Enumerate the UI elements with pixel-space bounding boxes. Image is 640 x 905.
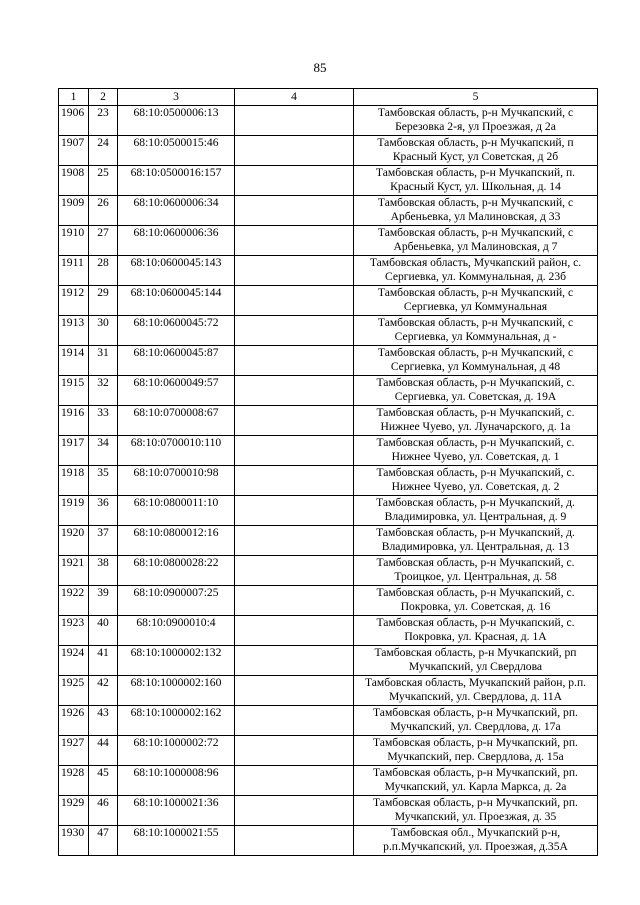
row-number-cell: 1921 bbox=[59, 556, 89, 586]
address-cell: Тамбовская область, р-н Мучкапский, рп. Мучкапский, ул. Свердлова, д. 17а bbox=[354, 706, 598, 736]
table-row bbox=[59, 406, 598, 436]
address-cell: Тамбовская область, р-н Мучкапский, с Березовка 2-я, ул Проезжая, д 2а bbox=[354, 106, 598, 136]
row-number-cell: 1926 bbox=[59, 706, 89, 736]
cadastral-number-cell: 68:10:0500006:13 bbox=[118, 106, 235, 136]
local-number-cell: 24 bbox=[89, 136, 118, 166]
local-number-cell: 46 bbox=[89, 796, 118, 826]
empty-cell bbox=[235, 196, 354, 226]
table-row bbox=[59, 766, 598, 796]
row-number-cell: 1918 bbox=[59, 466, 89, 496]
row-number-cell: 1907 bbox=[59, 136, 89, 166]
address-cell: Тамбовская область, р-н Мучкапский, с. Троицкое, ул. Центральная, д. 58 bbox=[354, 556, 598, 586]
local-number-cell: 40 bbox=[89, 616, 118, 646]
local-number-cell: 37 bbox=[89, 526, 118, 556]
cadastral-number-cell: 68:10:0600006:34 bbox=[118, 196, 235, 226]
empty-cell bbox=[235, 796, 354, 826]
column-header-5: 5 bbox=[354, 89, 598, 106]
table-row bbox=[59, 796, 598, 826]
cadastral-number-cell: 68:10:0600045:72 bbox=[118, 316, 235, 346]
cadastral-number-cell: 68:10:0600045:87 bbox=[118, 346, 235, 376]
local-number-cell: 34 bbox=[89, 436, 118, 466]
empty-cell bbox=[235, 286, 354, 316]
table-row bbox=[59, 166, 598, 196]
row-number-cell: 1916 bbox=[59, 406, 89, 436]
address-cell: Тамбовская область, Мучкапский район, с. Сергиевка, ул. Коммунальная, д. 23б bbox=[354, 256, 598, 286]
cadastral-number-cell: 68:10:1000021:55 bbox=[118, 826, 235, 856]
empty-cell bbox=[235, 826, 354, 856]
cadastral-number-cell: 68:10:1000002:162 bbox=[118, 706, 235, 736]
cadastral-number-cell: 68:10:0800011:10 bbox=[118, 496, 235, 526]
table-row bbox=[59, 466, 598, 496]
cadastral-number-cell: 68:10:0500015:46 bbox=[118, 136, 235, 166]
row-number-cell: 1914 bbox=[59, 346, 89, 376]
row-number-cell: 1923 bbox=[59, 616, 89, 646]
cadastral-number-cell: 68:10:1000002:72 bbox=[118, 736, 235, 766]
address-cell: Тамбовская область, р-н Мучкапский, рп. Мучкапский, ул. Карла Маркса, д. 2а bbox=[354, 766, 598, 796]
local-number-cell: 43 bbox=[89, 706, 118, 736]
local-number-cell: 28 bbox=[89, 256, 118, 286]
address-cell: Тамбовская область, р-н Мучкапский, с Арбеньевка, ул Малиновская, д 7 bbox=[354, 226, 598, 256]
cadastral-number-cell: 68:10:0900010:4 bbox=[118, 616, 235, 646]
empty-cell bbox=[235, 226, 354, 256]
empty-cell bbox=[235, 136, 354, 166]
local-number-cell: 32 bbox=[89, 376, 118, 406]
address-cell: Тамбовская область, р-н Мучкапский, п Красный Куст, ул Советская, д 2б bbox=[354, 136, 598, 166]
local-number-cell: 35 bbox=[89, 466, 118, 496]
empty-cell bbox=[235, 706, 354, 736]
row-number-cell: 1925 bbox=[59, 676, 89, 706]
row-number-cell: 1909 bbox=[59, 196, 89, 226]
cadastral-number-cell: 68:10:0800028:22 bbox=[118, 556, 235, 586]
table-row bbox=[59, 346, 598, 376]
local-number-cell: 23 bbox=[89, 106, 118, 136]
row-number-cell: 1917 bbox=[59, 436, 89, 466]
row-number-cell: 1924 bbox=[59, 646, 89, 676]
cadastral-number-cell: 68:10:0600049:57 bbox=[118, 376, 235, 406]
table-row bbox=[59, 676, 598, 706]
page-number: 85 bbox=[313, 60, 327, 75]
empty-cell bbox=[235, 646, 354, 676]
address-cell: Тамбовская область, р-н Мучкапский, с Сергиевка, ул Коммунальная bbox=[354, 286, 598, 316]
empty-cell bbox=[235, 466, 354, 496]
address-cell: Тамбовская обл., Мучкапский р-н, р.п.Мучкапский, ул. Проезжая, д.35А bbox=[354, 826, 598, 856]
row-number-cell: 1911 bbox=[59, 256, 89, 286]
address-cell: Тамбовская область, р-н Мучкапский, с Сергиевка, ул Коммунальная, д 48 bbox=[354, 346, 598, 376]
local-number-cell: 31 bbox=[89, 346, 118, 376]
local-number-cell: 36 bbox=[89, 496, 118, 526]
address-cell: Тамбовская область, р-н Мучкапский, рп. Мучкапский, пер. Свердлова, д. 15а bbox=[354, 736, 598, 766]
address-cell: Тамбовская область, р-н Мучкапский, рп. Мучкапский, ул. Проезжая, д. 35 bbox=[354, 796, 598, 826]
local-number-cell: 45 bbox=[89, 766, 118, 796]
address-cell: Тамбовская область, р-н Мучкапский, п. Красный Куст, ул. Школьная, д. 14 bbox=[354, 166, 598, 196]
table-row bbox=[59, 196, 598, 226]
empty-cell bbox=[235, 736, 354, 766]
cadastral-number-cell: 68:10:0500016:157 bbox=[118, 166, 235, 196]
column-header-1: 1 bbox=[59, 89, 89, 106]
local-number-cell: 29 bbox=[89, 286, 118, 316]
empty-cell bbox=[235, 496, 354, 526]
cadastral-number-cell: 68:10:1000002:132 bbox=[118, 646, 235, 676]
row-number-cell: 1912 bbox=[59, 286, 89, 316]
address-cell: Тамбовская область, р-н Мучкапский, с. Нижнее Чуево, ул. Советская, д. 2 bbox=[354, 466, 598, 496]
empty-cell bbox=[235, 676, 354, 706]
table-row bbox=[59, 136, 598, 166]
table-row bbox=[59, 586, 598, 616]
table-header-row bbox=[59, 89, 598, 106]
row-number-cell: 1920 bbox=[59, 526, 89, 556]
cadastral-number-cell: 68:10:0800012:16 bbox=[118, 526, 235, 556]
address-cell: Тамбовская область, р-н Мучкапский, с Арбеньевка, ул Малиновская, д 33 bbox=[354, 196, 598, 226]
table-row bbox=[59, 286, 598, 316]
local-number-cell: 39 bbox=[89, 586, 118, 616]
cadastral-number-cell: 68:10:1000008:96 bbox=[118, 766, 235, 796]
table-row bbox=[59, 436, 598, 466]
row-number-cell: 1928 bbox=[59, 766, 89, 796]
cadastral-number-cell: 68:10:0700010:110 bbox=[118, 436, 235, 466]
cadastral-number-cell: 68:10:0600045:143 bbox=[118, 256, 235, 286]
table-row bbox=[59, 706, 598, 736]
empty-cell bbox=[235, 106, 354, 136]
empty-cell bbox=[235, 526, 354, 556]
local-number-cell: 25 bbox=[89, 166, 118, 196]
table-row bbox=[59, 226, 598, 256]
row-number-cell: 1922 bbox=[59, 586, 89, 616]
empty-cell bbox=[235, 346, 354, 376]
row-number-cell: 1908 bbox=[59, 166, 89, 196]
row-number-cell: 1915 bbox=[59, 376, 89, 406]
local-number-cell: 44 bbox=[89, 736, 118, 766]
property-registry-table bbox=[58, 88, 598, 856]
empty-cell bbox=[235, 166, 354, 196]
address-cell: Тамбовская область, р-н Мучкапский, с Сергиевка, ул Коммунальная, д - bbox=[354, 316, 598, 346]
cadastral-number-cell: 68:10:0600045:144 bbox=[118, 286, 235, 316]
cadastral-number-cell: 68:10:0700010:98 bbox=[118, 466, 235, 496]
table-row bbox=[59, 826, 598, 856]
column-header-3: 3 bbox=[118, 89, 235, 106]
row-number-cell: 1929 bbox=[59, 796, 89, 826]
table-row bbox=[59, 526, 598, 556]
local-number-cell: 42 bbox=[89, 676, 118, 706]
empty-cell bbox=[235, 436, 354, 466]
table-row bbox=[59, 316, 598, 346]
cadastral-number-cell: 68:10:0600006:36 bbox=[118, 226, 235, 256]
local-number-cell: 41 bbox=[89, 646, 118, 676]
local-number-cell: 47 bbox=[89, 826, 118, 856]
local-number-cell: 30 bbox=[89, 316, 118, 346]
empty-cell bbox=[235, 616, 354, 646]
table-row bbox=[59, 736, 598, 766]
cadastral-number-cell: 68:10:1000021:36 bbox=[118, 796, 235, 826]
cadastral-number-cell: 68:10:0700008:67 bbox=[118, 406, 235, 436]
address-cell: Тамбовская область, р-н Мучкапский, с. Нижнее Чуево, ул. Луначарского, д. 1а bbox=[354, 406, 598, 436]
table-row bbox=[59, 256, 598, 286]
table-row bbox=[59, 376, 598, 406]
row-number-cell: 1927 bbox=[59, 736, 89, 766]
row-number-cell: 1906 bbox=[59, 106, 89, 136]
cadastral-number-cell: 68:10:1000002:160 bbox=[118, 676, 235, 706]
local-number-cell: 38 bbox=[89, 556, 118, 586]
column-header-2: 2 bbox=[89, 89, 118, 106]
table-row bbox=[59, 496, 598, 526]
address-cell: Тамбовская область, р-н Мучкапский, с. Сергиевка, ул. Советская, д. 19А bbox=[354, 376, 598, 406]
local-number-cell: 27 bbox=[89, 226, 118, 256]
empty-cell bbox=[235, 256, 354, 286]
empty-cell bbox=[235, 316, 354, 346]
table-row bbox=[59, 556, 598, 586]
local-number-cell: 33 bbox=[89, 406, 118, 436]
empty-cell bbox=[235, 556, 354, 586]
local-number-cell: 26 bbox=[89, 196, 118, 226]
cadastral-number-cell: 68:10:0900007:25 bbox=[118, 586, 235, 616]
empty-cell bbox=[235, 406, 354, 436]
row-number-cell: 1910 bbox=[59, 226, 89, 256]
column-header-4: 4 bbox=[235, 89, 354, 106]
address-cell: Тамбовская область, р-н Мучкапский, с. Нижнее Чуево, ул. Советская, д. 1 bbox=[354, 436, 598, 466]
table-row bbox=[59, 616, 598, 646]
address-cell: Тамбовская область, р-н Мучкапский, рп Мучкапский, ул Свердлова bbox=[354, 646, 598, 676]
address-cell: Тамбовская область, Мучкапский район, р.п. Мучкапский, ул. Свердлова, д. 11А bbox=[354, 676, 598, 706]
empty-cell bbox=[235, 376, 354, 406]
address-cell: Тамбовская область, р-н Мучкапский, с. Покровка, ул. Советская, д. 16 bbox=[354, 586, 598, 616]
row-number-cell: 1919 bbox=[59, 496, 89, 526]
row-number-cell: 1930 bbox=[59, 826, 89, 856]
table-body bbox=[59, 106, 598, 856]
address-cell: Тамбовская область, р-н Мучкапский, д. Владимировка, ул. Центральная, д. 9 bbox=[354, 496, 598, 526]
empty-cell bbox=[235, 586, 354, 616]
row-number-cell: 1913 bbox=[59, 316, 89, 346]
address-cell: Тамбовская область, р-н Мучкапский, с. Покровка, ул. Красная, д. 1А bbox=[354, 616, 598, 646]
address-cell: Тамбовская область, р-н Мучкапский, д. Владимировка, ул. Центральная, д. 13 bbox=[354, 526, 598, 556]
table-row bbox=[59, 646, 598, 676]
empty-cell bbox=[235, 766, 354, 796]
table-row bbox=[59, 106, 598, 136]
